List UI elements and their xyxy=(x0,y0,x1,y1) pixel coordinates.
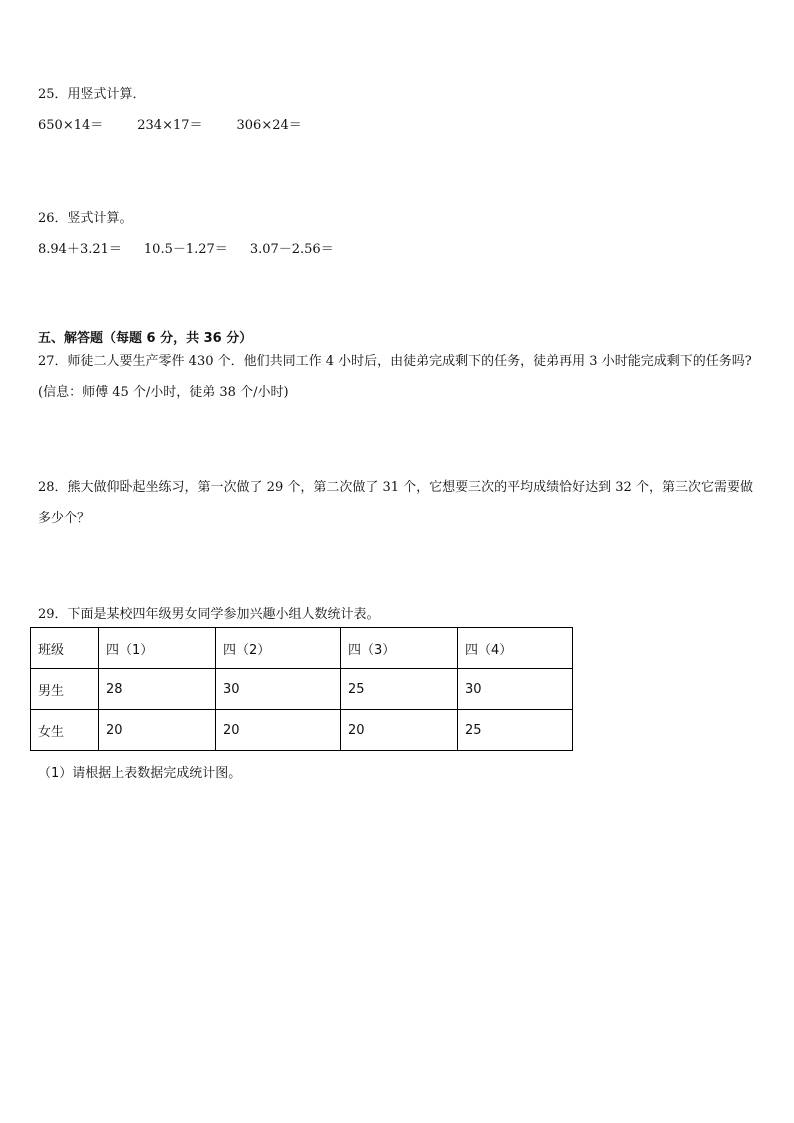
table-cell: 25 xyxy=(458,710,573,751)
table-cell: 28 xyxy=(99,669,216,710)
table-cell: 20 xyxy=(216,710,341,751)
table-cell: 女生 xyxy=(31,710,99,751)
table-cell: 30 xyxy=(216,669,341,710)
q28-text: 28．熊大做仰卧起坐练习，第一次做了 29 个，第二次做了 31 个，它想要三次的平均成绩恰好达到 32 个，第三次它需要做多少个？ xyxy=(38,480,753,526)
table-cell: 25 xyxy=(341,669,458,710)
table-cell: 20 xyxy=(99,710,216,751)
q25-expressions xyxy=(38,114,336,133)
table-cell: 20 xyxy=(341,710,458,751)
table-header-cell: 四（2） xyxy=(216,628,341,669)
q25-expr-1: 650×14＝ xyxy=(38,118,104,133)
q26-expressions xyxy=(38,238,356,257)
q26-expr-2: 10.5－1.27＝ xyxy=(143,242,228,257)
q25-expr-2: 234×17＝ xyxy=(137,118,203,133)
table-row xyxy=(31,710,573,751)
q26-expr-1: 8.94＋3.21＝ xyxy=(38,242,122,257)
q27-text: 27．师徒二人要生产零件 430 个．他们共同工作 4 小时后，由徒弟完成剩下的任务，徒弟再用 3 小时能完成剩下的任务吗?(信息：师傅 45 个/小时，徒弟 38 个/小时) xyxy=(38,354,752,400)
table-header-cell: 班级 xyxy=(31,628,99,669)
q29-title: 29．下面是某校四年级男女同学参加兴趣小组人数统计表。 xyxy=(38,607,380,622)
q26-title: 26．竖式计算。 xyxy=(38,211,133,226)
table-header-row xyxy=(31,628,573,669)
q25-title: 25．用竖式计算． xyxy=(38,87,146,102)
table-header-cell: 四（4） xyxy=(458,628,573,669)
table-header-cell: 四（3） xyxy=(341,628,458,669)
table-header-cell: 四（1） xyxy=(99,628,216,669)
table-row xyxy=(31,669,573,710)
table-cell: 男生 xyxy=(31,669,99,710)
table-cell: 30 xyxy=(458,669,573,710)
q25-expr-3: 306×24＝ xyxy=(236,118,302,133)
q29-sub-question-1: （1）请根据上表数据完成统计图。 xyxy=(38,766,242,781)
q26-expr-3: 3.07－2.56＝ xyxy=(249,242,334,257)
interest-group-table xyxy=(30,627,573,751)
section-five-title: 五、解答题（每题 6 分，共 36 分） xyxy=(38,331,253,346)
